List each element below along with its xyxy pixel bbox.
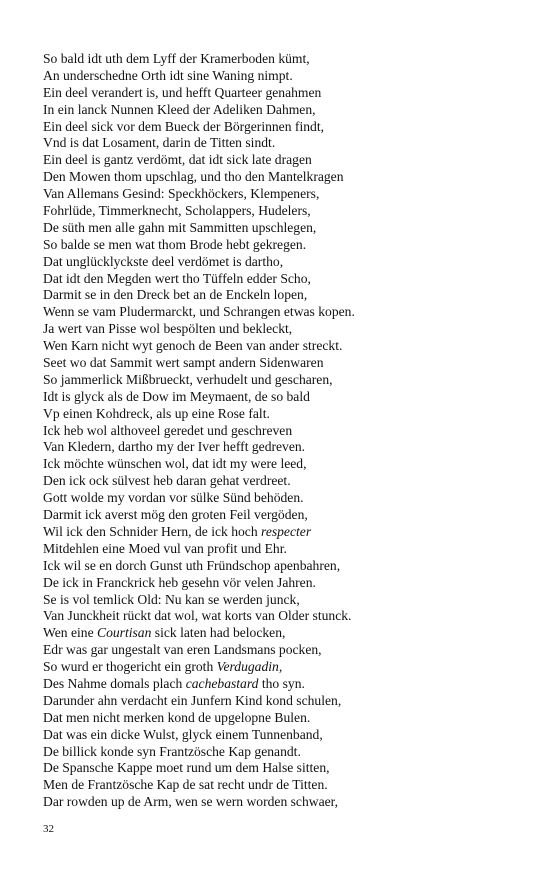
poem-line: Edr was gar ungestalt van eren Landsmans pocken, <box>43 642 322 658</box>
line-text: tho syn. <box>258 675 305 691</box>
poem-line: Seet wo dat Sammit wert sampt andern Sidenwaren <box>43 355 324 371</box>
poem-line: So balde se men wat thom Brode hebt gekregen. <box>43 236 307 252</box>
poem-line: Ick wil se en dorch Gunst uth Fründschop apenbahren, <box>43 557 341 573</box>
poem-line: Darunder ahn verdacht ein Junfern Kind kond schulen, <box>43 692 342 708</box>
poem-line: Vp einen Kohdreck, als up eine Rose falt. <box>43 405 270 421</box>
poem-line: Dat men nicht merken kond de upgelopne Bulen. <box>43 709 311 725</box>
poem-line: Darmit ick averst mög den groten Feil vergöden, <box>43 507 308 523</box>
italic-word: Verdugadin, <box>216 659 283 675</box>
poem-line <box>43 524 513 541</box>
poem-line: Ja wert van Pisse wol bespölten und bekleckt, <box>43 321 293 337</box>
line-text: sick laten had belocken, <box>151 625 286 641</box>
poem-line: De ick in Franckrick heb gesehn vör velen Jahren. <box>43 574 316 590</box>
poem-line: Se is vol temlick Old: Nu kan se werden junck, <box>43 591 300 607</box>
poem-line: De süth men alle gahn mit Sammitten upschlegen, <box>43 219 317 235</box>
poem-line: An underschedne Orth idt sine Waning nimpt. <box>43 67 293 83</box>
poem-line: Vnd is dat Losament, darin de Titten sindt. <box>43 135 276 151</box>
poem-line: Ick möchte wünschen wol, dat idt my were leed, <box>43 456 307 472</box>
poem-line <box>43 659 513 676</box>
poem-line <box>43 625 513 642</box>
poem-line: Ein deel is gantz verdömt, dat idt sick late dragen <box>43 152 312 168</box>
poem-line: Wenn se vam Pludermarckt, und Schrangen etwas kopen. <box>43 304 355 320</box>
poem-line: Dat was ein dicke Wulst, glyck einem Tunnenband, <box>43 726 323 742</box>
poem-line: Gott wolde my vordan vor sülke Sünd behöden. <box>43 490 304 506</box>
poem-line: So bald idt uth dem Lyff der Kramerboden kümt, <box>43 51 310 66</box>
line-text: Wen eine <box>43 625 98 641</box>
poem-line: Dat idt den Megden wert tho Tüffeln edder Scho, <box>43 270 311 286</box>
poem-line: Van Allemans Gesind: Speckhöckers, Klempeners, <box>43 186 320 202</box>
italic-word: respecter <box>261 523 312 539</box>
poem-line: So jammerlick Mißbrueckt, verhudelt und gescharen, <box>43 371 333 387</box>
poem-line: Dat unglücklyckste deel verdömet is dartho, <box>43 253 284 269</box>
italic-word: Courtisan <box>97 625 152 641</box>
poem-line: Darmit se in den Dreck bet an de Enckeln lopen, <box>43 287 308 303</box>
poem-line: Den ick ock sülvest heb daran gehat verdreet. <box>43 473 291 489</box>
line-text: So wurd er thogericht ein groth <box>43 659 217 675</box>
italic-word: cachebastard <box>185 675 259 691</box>
poem-line: Mitdehlen eine Moed vul van profit und Ehr. <box>43 540 287 556</box>
poem-line: De Spansche Kappe moet rund um dem Halse sitten, <box>43 760 330 776</box>
poem-line: Wen Karn nicht wyt genoch de Been van ander streckt. <box>43 338 343 354</box>
poem-line: In ein lanck Nunnen Kleed der Adeliken Dahmen, <box>43 101 316 117</box>
poem-line: Ein deel sick vor dem Bueck der Börgerinnen findt, <box>43 118 324 134</box>
poem-line <box>43 676 513 693</box>
poem-line: Van Junckheit rückt dat wol, wat korts van Older stunck. <box>43 608 352 624</box>
poem-line: Den Mowen thom upschlag, und tho den Mantelkragen <box>43 169 344 185</box>
poem-line: De billick konde syn Frantzösche Kap genandt. <box>43 743 301 759</box>
poem-line: Ein deel verandert is, und hefft Quarteer genahmen <box>43 84 322 100</box>
poem-line: Fohrlüde, Timmerknecht, Scholappers, Hudelers, <box>43 203 311 219</box>
poem-line: Van Kledern, dartho my der Iver hefft gedreven. <box>43 439 306 455</box>
poem-text <box>43 51 513 811</box>
poem-line: Idt is glyck als de Dow im Meymaent, de so bald <box>43 388 310 404</box>
page-number: 32 <box>43 823 54 835</box>
poem-line: Men de Frantzösche Kap de sat recht undr de Titten. <box>43 777 328 793</box>
line-text: Wil ick den Schnider Hern, de ick hoch <box>43 523 262 539</box>
line-text: Des Nahme domals plach <box>43 675 186 691</box>
poem-line: Dar rowden up de Arm, wen se wern worden schwaer, <box>43 794 339 810</box>
poem-line: Ick heb wol althoveel geredet und geschreven <box>43 422 293 438</box>
